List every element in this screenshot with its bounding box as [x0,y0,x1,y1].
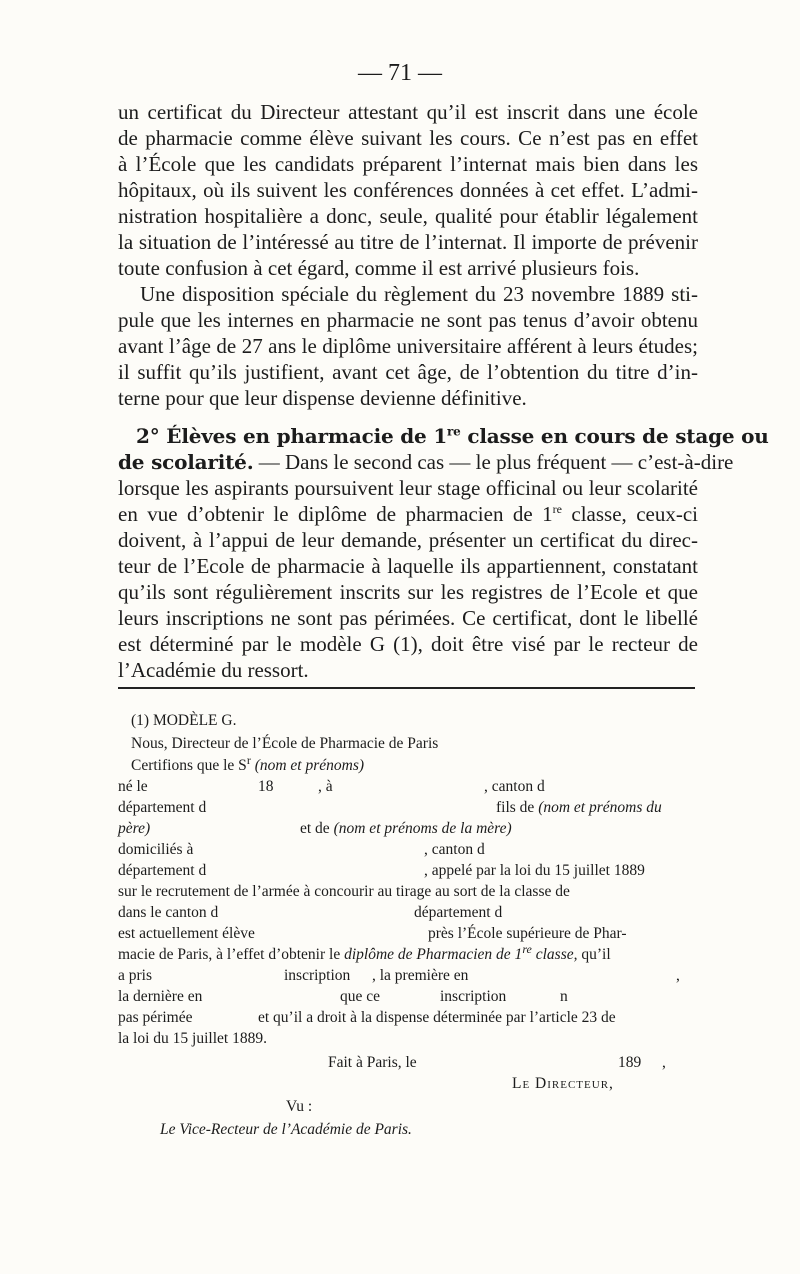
footnote-field: père) [118,820,151,837]
footnote-line: Certifions que le $S^r$ (nom et prénoms) [131,752,365,774]
footnote-line: macie de Paris, à l’effet d’obtenir le diplôme de Pharmacien de 1re classe, qu’il [118,941,611,963]
footnote-field: pas périmée [118,1009,193,1026]
text-line: teur de l’Ecole de pharmacie à laquelle ils appartiennent, constatant [118,554,698,578]
text-line: nistration hospitalière a donc, seule, qualité pour établir légalement [118,204,698,228]
text-line: Une disposition spéciale du règlement du 23 novembre 1889 sti- [140,282,698,306]
footnote-field: , [662,1054,666,1071]
text-line: leurs inscriptions ne sont pas périmées. Ce certificat, dont le libellé [118,606,698,630]
text-line: un certificat du Directeur attestant qu’il est inscrit dans une école [118,100,698,124]
footnote-field: né le [118,778,148,795]
footnote-line: Nous, Directeur de l’École de Pharmacie de Paris [131,735,439,752]
text-line: de scolarité. — Dans le second cas — le plus fréquent — c’est-à-dire [118,450,734,474]
footnote-field: , à [318,778,333,795]
footnote-field: , [676,967,680,984]
footnote-field: est actuellement élève [118,925,255,942]
footnote-field: et qu’il a droit à la dispense déterminée par l’article 23 de [258,1009,616,1026]
text-line: doivent, à l’appui de leur demande, présenter un certificat du direc- [118,528,698,552]
text-line: lorsque les aspirants poursuivent leur stage officinal ou leur scolarité [118,476,698,500]
text-line: l’Académie du ressort. [118,658,309,682]
footnote-field: département d [118,862,207,879]
footnote-field: département d [118,799,207,816]
footnote-field: que ce [340,988,381,1005]
text-line: toute confusion à cet égard, comme il est arrivé plusieurs fois. [118,256,640,280]
section-heading: 2° Élèves en pharmacie de 1re classe en cours de stage ou [136,424,769,448]
text-line: la situation de l’intéressé au titre de l’internat. Il importe de prévenir [118,230,698,254]
footnote-field: , canton d [484,778,545,795]
footnote-field: et de (nom et prénoms de la mère) [300,820,512,837]
text-line: de pharmacie comme élève suivant les cours. Ce n’est pas en effet [118,126,698,150]
footnote-field: département d [414,904,503,921]
footnote-title: (1) MODÈLE G. [131,712,237,729]
footnote-field: , canton d [424,841,485,858]
footnote-line: la loi du 15 juillet 1889. [118,1030,267,1047]
footnote-field: a pris [118,967,153,984]
text-line: terne pour que leur dispense devienne définitive. [118,386,527,410]
footnote-field: 189 [618,1054,642,1071]
text-line: pule que les internes en pharmacie ne sont pas tenus d’avoir obtenu [118,308,698,332]
signature-vice-recteur: Le Vice-Recteur de l’Académie de Paris. [160,1121,412,1138]
footnote-field: domiciliés à [118,841,194,858]
text-line: en vue d’obtenir le diplôme de pharmacien de 1re classe, ceux-ci [118,502,698,526]
signature-directeur: Le Directeur, [512,1075,614,1092]
text-line: qu’ils sont régulièrement inscrits sur les registres de l’Ecole et que [118,580,698,604]
footnote-field: n [560,988,568,1005]
footnote-field: fils de (nom et prénoms du [496,799,662,816]
footnote-field: Vu : [286,1098,313,1115]
footnote-field: , la première en [372,967,469,984]
footnote-field: inscription [284,967,351,984]
footnote-field: 18 [258,778,274,795]
footnote-field: près l’École supérieure de Phar- [428,925,627,942]
text-line: à l’École que les candidats préparent l’internat mais bien dans les [118,152,698,176]
text-line: est déterminé par le modèle G (1), doit être visé par le recteur de [118,632,698,656]
footnote-field: Fait à Paris, le [328,1054,417,1071]
text-line: hôpitaux, où ils suivent les conférences données à cet effet. L’admi- [118,178,698,202]
footnote-field: , appelé par la loi du 15 juillet 1889 [424,862,645,879]
footnote-line: sur le recrutement de l’armée à concourir au tirage au sort de la classe de [118,883,570,900]
text-line: il suffit qu’ils justifient, avant cet âge, de l’obtention du titre d’in- [118,360,698,384]
footnote-field: dans le canton d [118,904,219,921]
footnote-field: la dernière en [118,988,203,1005]
text-line: avant l’âge de 27 ans le diplôme universitaire afférent à leurs études; [118,334,698,358]
page-number: — 71 — [358,60,442,86]
footnote-divider [118,687,695,689]
footnote-field: inscription [440,988,507,1005]
